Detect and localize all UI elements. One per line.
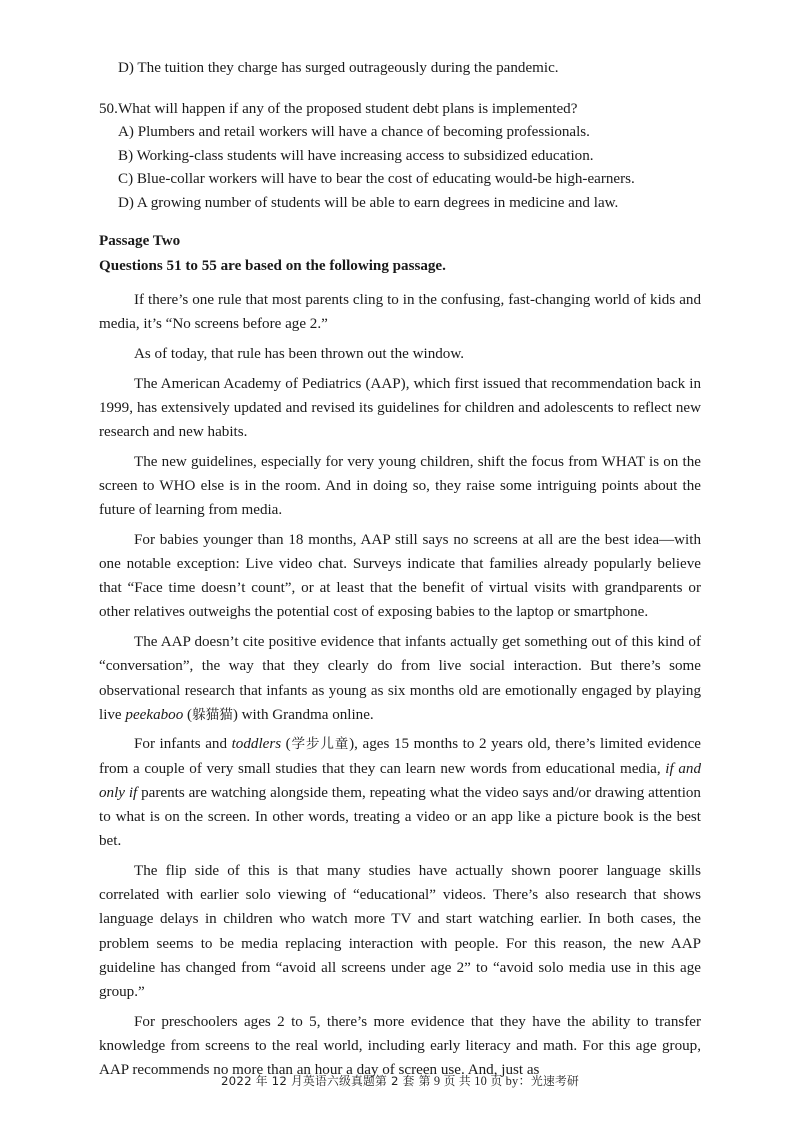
orphan-option-d: D) The tuition they charge has surged outrageously during the pandemic. [118, 60, 559, 76]
footer-total-page-label: 共 [458, 1074, 471, 1088]
text-run: The AAP doesn’t cite positive evidence that infants actually get something out of this kind of “conversation”, the way that they clearly do from live social interaction. But there’s some observational research that infants as young as six months old are emotionally engaged by playing live [99, 634, 701, 723]
question-50-option-c[interactable]: C) Blue-collar workers will have to bear the cost of educating would-be high-earners. [118, 171, 635, 187]
question-50-option-a[interactable]: A) Plumbers and retail workers will have a chance of becoming professionals. [118, 124, 590, 140]
question-50-block [99, 98, 701, 216]
chinese-gloss: 学步儿童 [290, 736, 350, 753]
page-content [99, 57, 701, 1088]
questions-directions: Questions 51 to 55 are based on the following passage. [99, 258, 446, 274]
footer-total-page-unit: 页 [490, 1074, 503, 1088]
passage-paragraph-9: For preschoolers ages 2 to 5, there’s more evidence that they have the ability to transfer knowledge from screens to the real world, including early literacy and math. For this age group, AAP recommends no more than an hour a day of screen use. And, just as [99, 1013, 701, 1079]
text-run: ( [281, 736, 291, 753]
footer-credit-prefix: by： [505, 1074, 532, 1088]
question-50-text: What will happen if any of the proposed student debt plans is implemented? [118, 100, 578, 117]
footer-credit-name: 光速考研 [531, 1074, 580, 1088]
footer-exam-title: 2022 年 12 月英语六级真题第 2 套 [220, 1074, 415, 1088]
passage-paragraph-7 [99, 732, 701, 853]
text-run: ), ages 15 months to 2 years old, there’s limited evidence from a couple of very small studies that they can learn new words from educational media, [99, 736, 701, 777]
question-50-stem [99, 98, 701, 122]
text-run: ( [183, 706, 193, 723]
italic-term: if and only if [99, 760, 701, 801]
passage-paragraph-1: If there’s one rule that most parents cling to in the confusing, fast-changing world of kids and media, it’s “No screens before age 2.” [99, 292, 701, 333]
passage-paragraph-8: The flip side of this is that many studies have actually shown poorer language skills correlated with earlier solo viewing of “educational” videos. There’s also research that shows language delays in children who watch more TV and start watching earlier. In both cases, the problem seems to be media replacing interaction with people. For this reason, the new AAP guideline has changed from “avoid all screens under age 2” to “avoid solo media use in this age group.” [99, 862, 701, 1000]
question-50-option-d[interactable]: D) A growing number of students will be able to earn degrees in medicine and law. [118, 194, 619, 211]
question-50-option-b[interactable]: B) Working-class students will have increasing access to subsidized education. [118, 147, 594, 164]
chinese-gloss: 躲猫猫 [192, 706, 233, 723]
passage-paragraph-2: As of today, that rule has been thrown out the window. [134, 345, 465, 362]
passage-paragraph-3: The American Academy of Pediatrics (AAP), which first issued that recommendation back in 1999, has extensively updated and revised its guidelines for children and adolescents to reflect new research and new habits. [99, 375, 701, 441]
footer-current-page-unit: 页 [443, 1074, 456, 1088]
passage-paragraph-6 [99, 630, 701, 727]
text-run: ) with Grandma online. [232, 706, 374, 723]
question-50-number: 50. [99, 100, 118, 117]
passage-paragraph-4: The new guidelines, especially for very young children, shift the focus from WHAT is on the screen to WHO else is in the room. And in doing so, they raise some intriguing points about the future of learning from media. [99, 453, 701, 519]
passage-label: Passage Two [99, 233, 181, 249]
footer-current-page-label: 第 [418, 1074, 431, 1088]
page-footer [0, 1072, 800, 1090]
text-run: parents are watching alongside them, repeating what the video says and/or drawing attention to what is on the screen. In other words, treating a video or an app like a picture book is the best bet. [99, 784, 701, 850]
footer-current-page-number: 9 [433, 1074, 441, 1088]
italic-term: toddlers [231, 736, 282, 753]
footer-total-page-number: 10 [474, 1074, 488, 1088]
passage-paragraph-5: For babies younger than 18 months, AAP still says no screens at all are the best idea—with one notable exception: Live video chat. Surveys indicate that families already popularly believe that “Face time doesn’t count”, or at least that the benefit of virtual visits with grandparents or other relatives outweighs the potential cost of exposing babies to the laptop or smartphone. [99, 531, 701, 621]
text-run: For infants and [134, 736, 232, 753]
passage-body [99, 288, 701, 1082]
italic-term: peekaboo [125, 706, 184, 723]
